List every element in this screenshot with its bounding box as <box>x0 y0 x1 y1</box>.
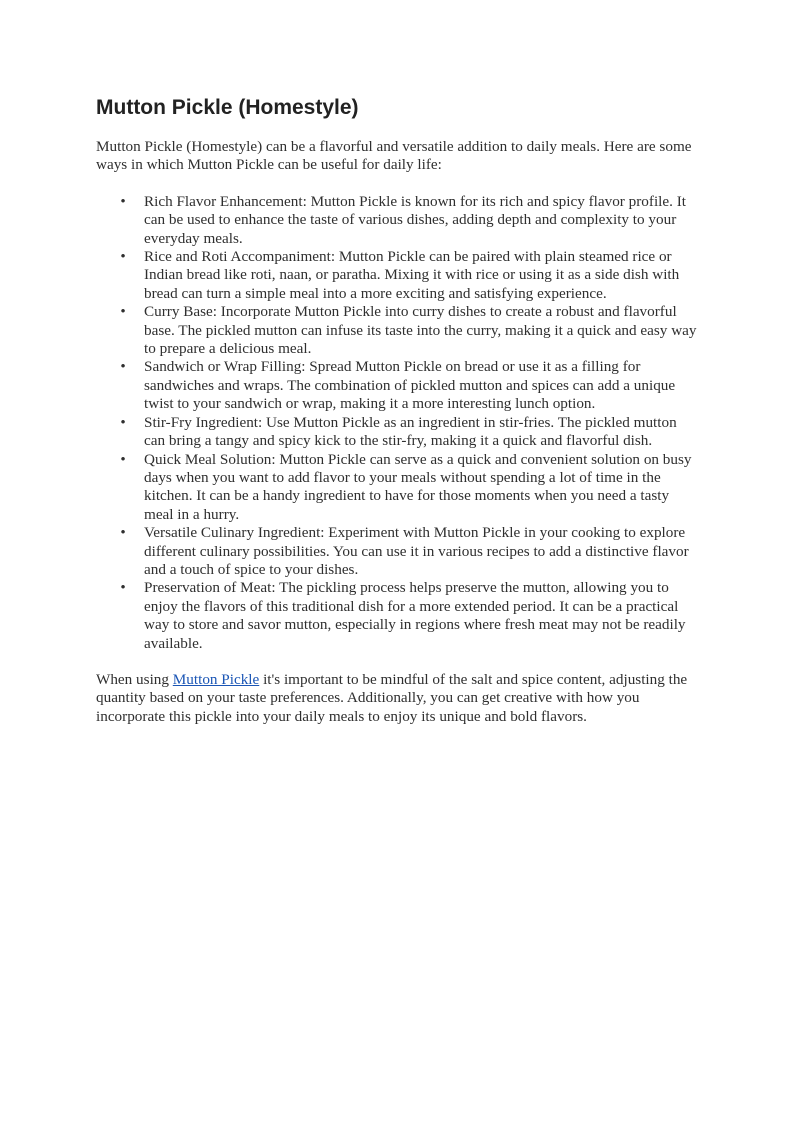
closing-text-start: When using <box>96 670 173 688</box>
list-item-text: Quick Meal Solution: Mutton Pickle can serve as a quick and convenient solution on busy days when you want to add flavor to your meals without spending a lot of time in the kitchen. It can be a handy ingredient to have for those moments when you need a tasty meal in a hurry. <box>144 450 692 523</box>
intro-paragraph: Mutton Pickle (Homestyle) can be a flavorful and versatile addition to daily meals. Here are some ways in which Mutton Pickle can be useful for daily life: <box>96 138 692 174</box>
list-item-text: Curry Base: Incorporate Mutton Pickle into curry dishes to create a robust and flavorful base. The pickled mutton can infuse its taste into the curry, making it a quick and easy way to prepare a delicious meal. <box>144 303 697 358</box>
list-item-text: Preservation of Meat: The pickling process helps preserve the mutton, allowing you to enjoy the flavors of this traditional dish for a more extended period. It can be a practical way to store and savor mutton, especially in regions where fresh meat may not be readily available. <box>144 579 686 652</box>
list-item <box>96 193 700 248</box>
list-item <box>96 358 700 413</box>
mutton-pickle-link[interactable]: Mutton Pickle <box>172 670 260 688</box>
bullet-icon: • <box>120 579 126 597</box>
list-item <box>96 579 700 653</box>
list-item-text: Rice and Roti Accompaniment: Mutton Pickle can be paired with plain steamed rice or Indian bread like roti, naan, or paratha. Mixing it with rice or using it as a side dish with bread can turn a simple meal into a more exciting and satisfying experience. <box>144 248 680 302</box>
bullet-icon: • <box>120 192 126 210</box>
bullet-icon: • <box>120 413 126 431</box>
list-item-text: Rich Flavor Enhancement: Mutton Pickle is known for its rich and spicy flavor profile. It can be used to enhance the taste of various dishes, adding depth and complexity to your everyday meals. <box>144 192 686 247</box>
list-item <box>96 303 700 358</box>
closing-text-end: it's important to be mindful of the salt and spice content, adjusting the quantity based on your taste preferences. Additionally, you can get creative with how you incorporate this pickle into your daily meals to enjoy its unique and bold flavors. <box>96 670 688 725</box>
page-title: Mutton Pickle (Homestyle) <box>96 96 359 119</box>
list-item <box>96 414 700 451</box>
list-item <box>96 451 700 525</box>
list-item-text: Versatile Culinary Ingredient: Experiment with Mutton Pickle in your cooking to explore different culinary possibilities. You can use it in various recipes to add a distinctive flavor and a touch of spice to your dishes. <box>144 524 689 578</box>
closing-paragraph <box>96 671 700 726</box>
document-page <box>96 94 700 726</box>
benefits-list <box>96 193 700 653</box>
bullet-icon: • <box>120 524 126 542</box>
bullet-icon: • <box>120 358 126 376</box>
bullet-icon: • <box>120 450 126 468</box>
bullet-icon: • <box>120 248 126 266</box>
bullet-icon: • <box>120 303 126 321</box>
list-item <box>96 248 700 303</box>
list-item <box>96 524 700 579</box>
list-item-text: Sandwich or Wrap Filling: Spread Mutton Pickle on bread or use it as a filling for sandwiches and wraps. The combination of pickled mutton and spices can add a unique twist to your sandwich or wrap, making it a more interesting lunch option. <box>144 358 676 413</box>
list-item-text: Stir-Fry Ingredient: Use Mutton Pickle as an ingredient in stir-fries. The pickled mutton can bring a tangy and spicy kick to the stir-fry, making it a quick and flavorful dish. <box>144 413 677 450</box>
